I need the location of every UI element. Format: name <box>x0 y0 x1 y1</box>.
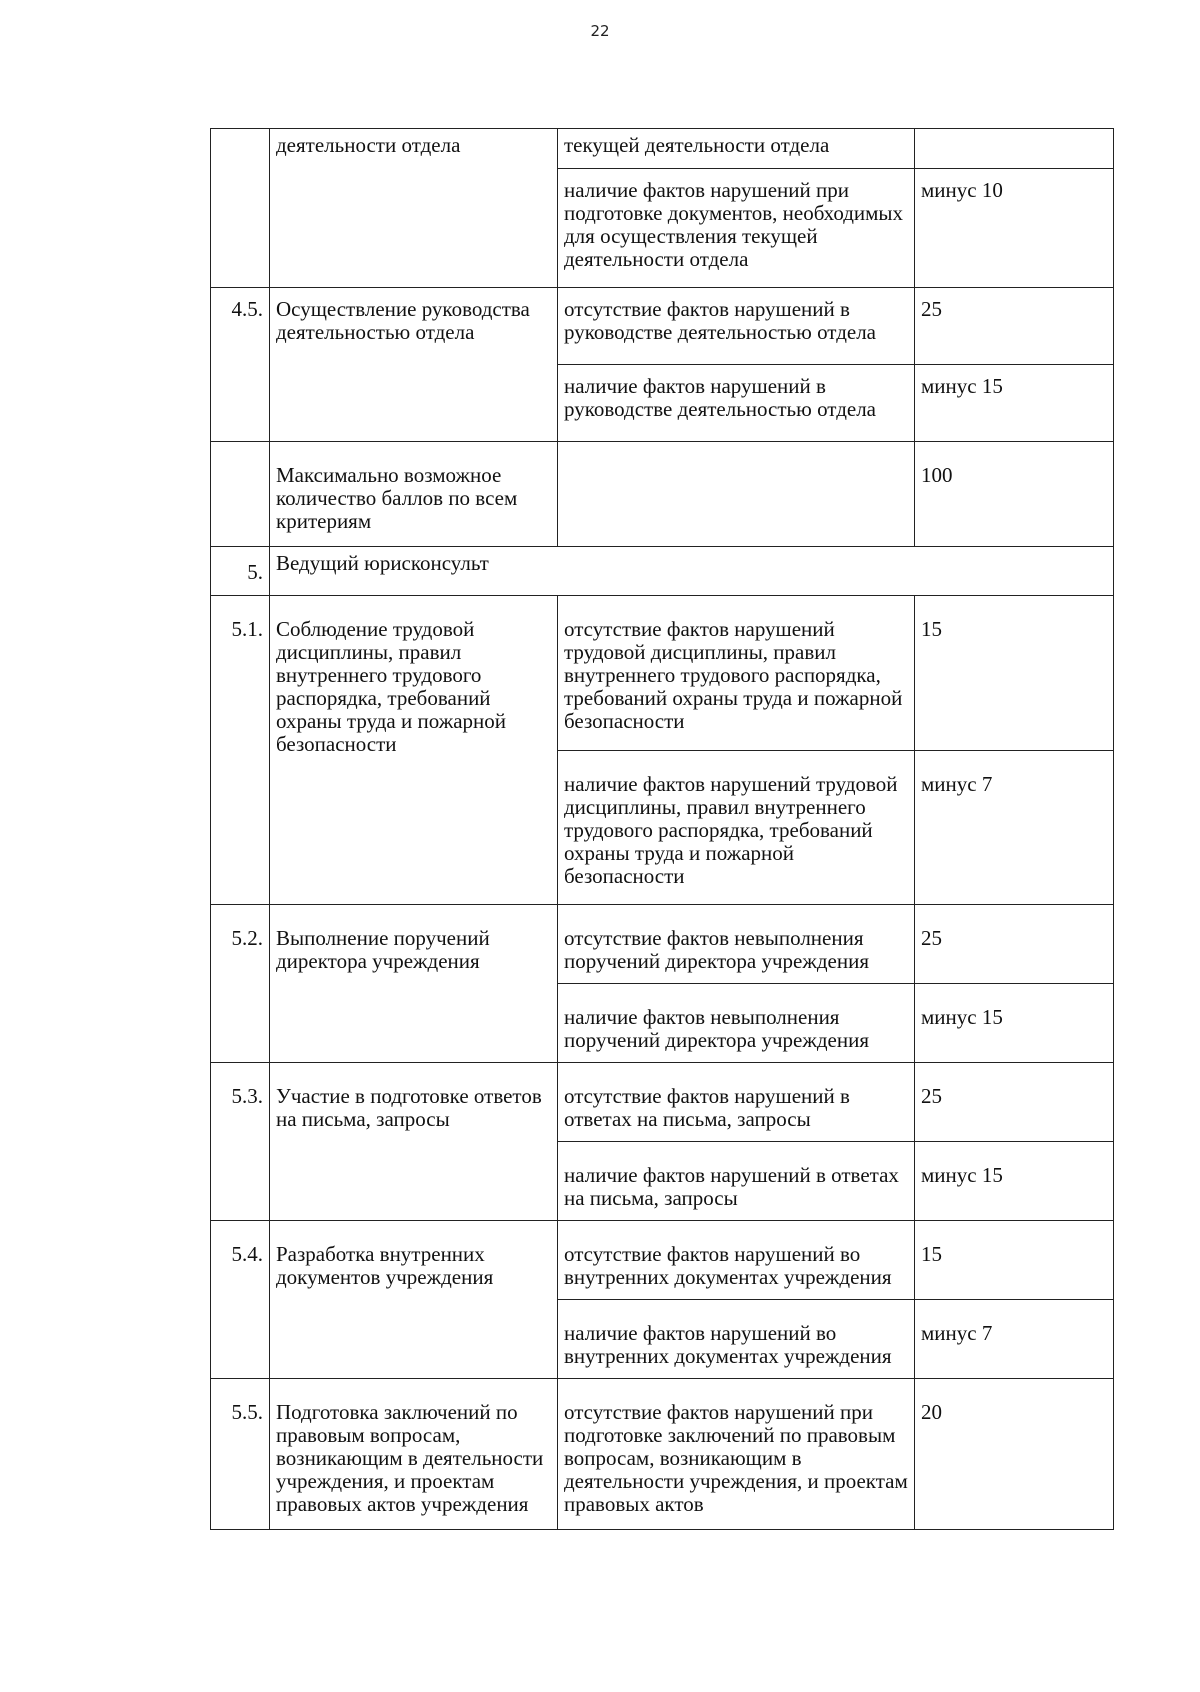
indicator-name: Выполнение поручений директора учреждения <box>270 905 558 1063</box>
score-value: 20 <box>915 1379 1114 1530</box>
criterion-text: наличие фактов нарушений в ответах на письма, запросы <box>558 1142 915 1221</box>
table-row <box>211 1221 1114 1300</box>
criterion-text: отсутствие фактов нарушений при подготовке заключений по правовым вопросам, возникающим в деятельности учреждения, и проектам правовых актов <box>558 1379 915 1530</box>
criterion-text: отсутствие фактов нарушений в руководстве деятельностью отдела <box>558 288 915 365</box>
indicator-name: Максимально возможное количество баллов по всем критериям <box>270 442 558 547</box>
table-row <box>211 1063 1114 1142</box>
score-value: 25 <box>915 905 1114 984</box>
score-value: минус 15 <box>915 1142 1114 1221</box>
score-value <box>915 129 1114 169</box>
criterion-text: отсутствие фактов нарушений в ответах на письма, запросы <box>558 1063 915 1142</box>
criterion-text: наличие фактов нарушений в руководстве деятельностью отдела <box>558 365 915 442</box>
indicator-name: Осуществление руководства деятельностью отдела <box>270 288 558 442</box>
criterion-text: наличие фактов нарушений трудовой дисциплины, правил внутреннего трудового распорядка, требований охраны труда и пожарной безопасности <box>558 751 915 905</box>
section-number: 5. <box>211 547 270 596</box>
section-title: Ведущий юрисконсульт <box>270 547 1114 596</box>
table-row <box>211 1379 1114 1530</box>
row-number <box>211 129 270 288</box>
indicator-name: Разработка внутренних документов учреждения <box>270 1221 558 1379</box>
criterion-text: наличие фактов нарушений при подготовке документов, необходимых для осуществления текущей деятельности отдела <box>558 169 915 288</box>
score-value: 25 <box>915 1063 1114 1142</box>
indicator-name: деятельности отдела <box>270 129 558 288</box>
criterion-text: наличие фактов невыполнения поручений директора учреждения <box>558 984 915 1063</box>
score-value: минус 15 <box>915 984 1114 1063</box>
criterion-text: отсутствие фактов невыполнения поручений директора учреждения <box>558 905 915 984</box>
score-value: минус 10 <box>915 169 1114 288</box>
score-value: 100 <box>915 442 1114 547</box>
indicator-name: Соблюдение трудовой дисциплины, правил внутреннего трудового распорядка, требований охраны труда и пожарной безопасности <box>270 596 558 905</box>
score-value: минус 15 <box>915 365 1114 442</box>
indicator-name: Подготовка заключений по правовым вопросам, возникающим в деятельности учреждения, и проектам правовых актов учреждения <box>270 1379 558 1530</box>
criterion-text: отсутствие фактов нарушений трудовой дисциплины, правил внутреннего трудового распорядка, требований охраны труда и пожарной безопасности <box>558 596 915 751</box>
table-row <box>211 596 1114 751</box>
row-number <box>211 442 270 547</box>
table-row <box>211 442 1114 547</box>
table-row <box>211 129 1114 169</box>
row-number: 5.5. <box>211 1379 270 1530</box>
row-number: 4.5. <box>211 288 270 442</box>
criterion-text: наличие фактов нарушений во внутренних документах учреждения <box>558 1300 915 1379</box>
table-row <box>211 905 1114 984</box>
score-value: минус 7 <box>915 1300 1114 1379</box>
table-row <box>211 547 1114 596</box>
indicator-name: Участие в подготовке ответов на письма, запросы <box>270 1063 558 1221</box>
criteria-table <box>210 128 1114 1530</box>
row-number: 5.1. <box>211 596 270 905</box>
score-value: 15 <box>915 596 1114 751</box>
score-value: минус 7 <box>915 751 1114 905</box>
score-value: 15 <box>915 1221 1114 1300</box>
criterion-text: отсутствие фактов нарушений во внутренних документах учреждения <box>558 1221 915 1300</box>
row-number: 5.3. <box>211 1063 270 1221</box>
score-value: 25 <box>915 288 1114 365</box>
criterion-text <box>558 442 915 547</box>
row-number: 5.2. <box>211 905 270 1063</box>
page-number: 22 <box>590 22 610 40</box>
table-row <box>211 288 1114 365</box>
criterion-text: текущей деятельности отдела <box>558 129 915 169</box>
row-number: 5.4. <box>211 1221 270 1379</box>
